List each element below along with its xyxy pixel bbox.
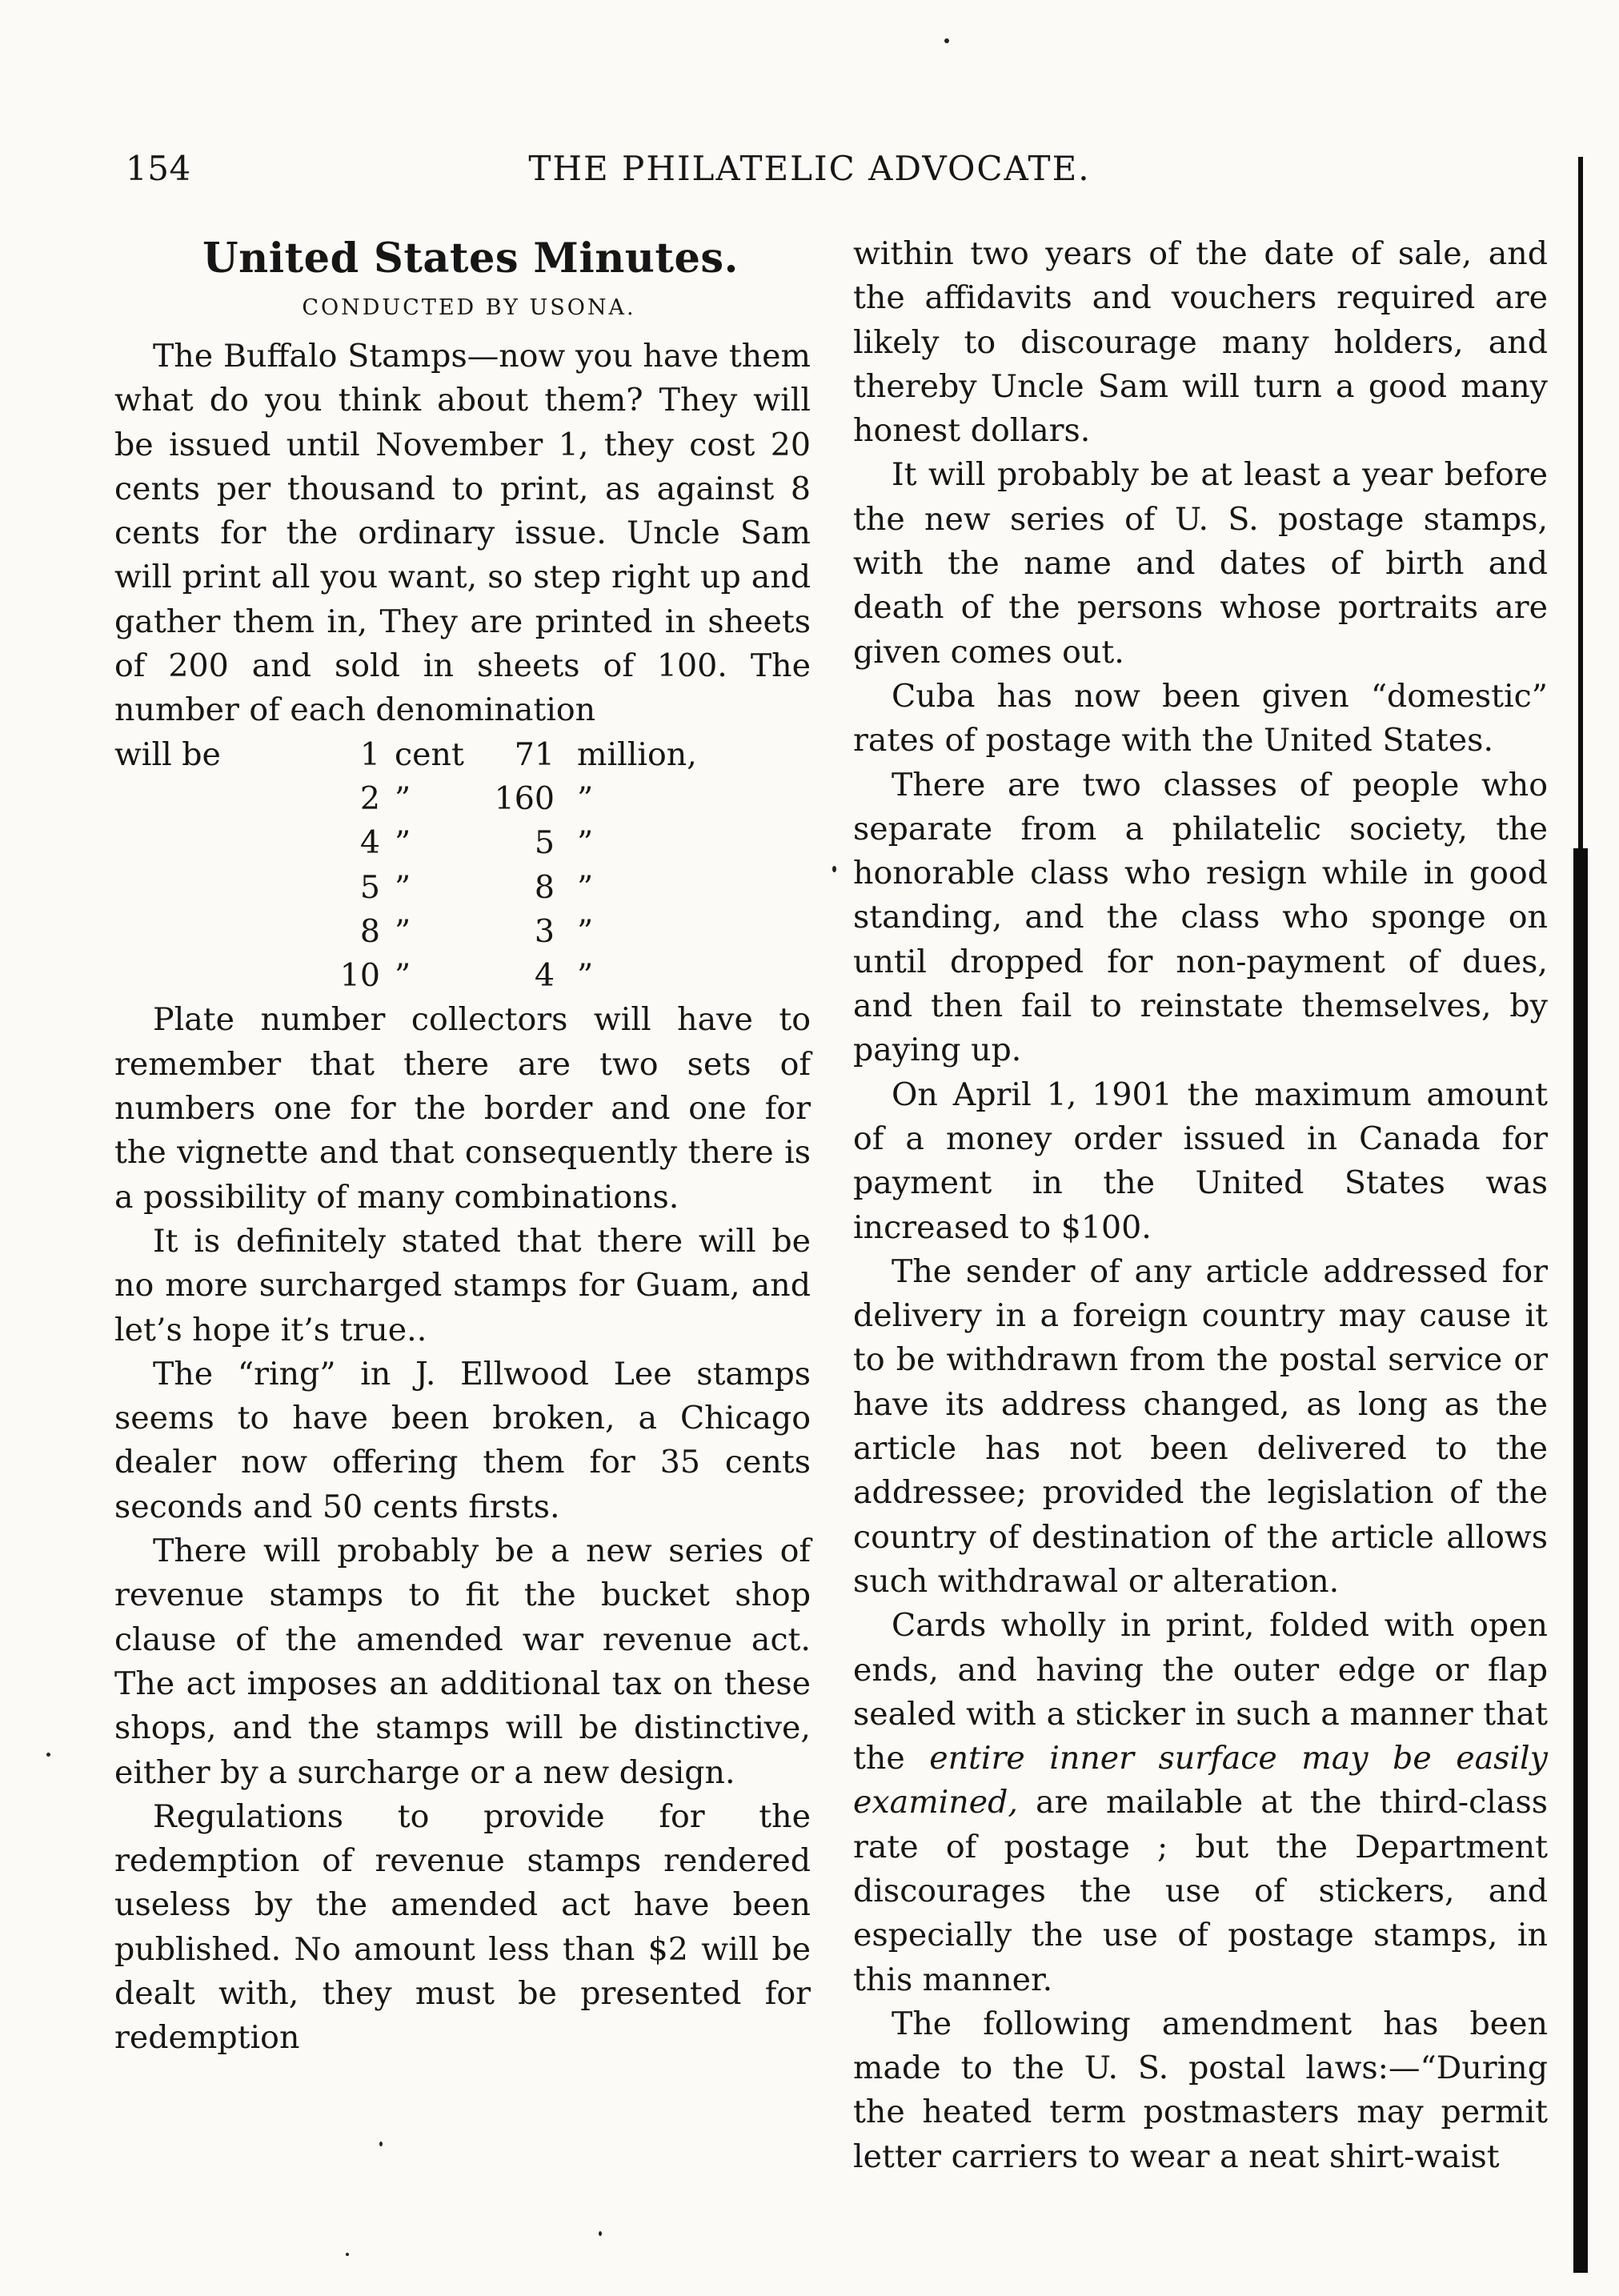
quantity-unit-cell: ”: [577, 912, 594, 950]
paragraph-lee-stamps: The “ring” in J. Ellwood Lee stamps seems to have been broken, a Chicago dealer now offering them for 35 cents seconds and 50 cents firsts.: [114, 1355, 811, 1525]
cards-text-italic: entire inner surface may be easily examined,: [853, 1740, 1549, 1821]
table-lead-text: [114, 910, 300, 954]
table-row: [114, 733, 697, 777]
table-lead-text: [114, 866, 300, 910]
quantity-cell: 4: [534, 957, 555, 995]
left-column: [114, 232, 811, 2061]
quantity-unit-cell: ”: [577, 868, 594, 906]
denomination-cell: 10: [339, 957, 380, 995]
denomination-unit-cell: ”: [395, 957, 411, 995]
table-row: [114, 954, 697, 998]
table-row: [114, 777, 697, 821]
denomination-unit-cell: ”: [395, 824, 411, 862]
quantity-cell: 8: [534, 868, 555, 906]
quantity-cell: 71: [514, 735, 555, 773]
table-row: [114, 910, 697, 954]
page-number: 154: [126, 149, 191, 188]
scan-speck: [599, 2231, 602, 2236]
scan-speck: [832, 866, 836, 872]
paragraph-new-series: It will probably be at least a year before the new series of U. S. postage stamps, with the name and dates of birth and death of the persons whose portraits are given comes out.: [853, 456, 1548, 671]
table-row: [114, 866, 697, 910]
denomination-unit-cell: ”: [395, 779, 411, 817]
scan-speck: [346, 2253, 349, 2256]
denomination-unit-cell: ”: [395, 912, 411, 950]
denomination-cell: 2: [359, 779, 380, 817]
denomination-cell: 8: [359, 912, 380, 950]
scan-speck: [944, 38, 949, 43]
table-row: [114, 821, 697, 865]
quantity-unit-cell: ”: [577, 824, 594, 862]
denomination-cell: 1: [359, 735, 380, 773]
paragraph-revenue-series: There will probably be a new series of revenue stamps to fit the bucket shop clause of the amended war revenue act. The act imposes an additional tax on these shops, and the stamps will be distinctive, either by a surcharge or a new design.: [114, 1533, 811, 1791]
running-title: THE PHILATELIC ADVOCATE.: [528, 149, 1091, 188]
paragraph-buffalo-stamps: The Buffalo Stamps—now you have them what do you think about them? They will be issued until November 1, they cost 20 cents per thousand to print, as against 8 cents for the ordinary issue. Uncle Sam will print all you want, so step right up and gather them in, They are printed in sheets of 200 and sold in sheets of 100. The number of each denomination: [114, 338, 811, 729]
right-column: [853, 232, 1548, 2179]
cards-text-a: Cards wholly in print, folded with open ends, and having the outer edge or flap sealed with a sticker in such a manner that the: [853, 1607, 1548, 1777]
table-lead-text: will be: [114, 735, 221, 773]
quantity-cell: 5: [534, 824, 555, 862]
quantity-unit-cell: million,: [577, 735, 697, 773]
paragraph-money-order: On April 1, 1901 the maximum amount of a money order issued in Canada for payment in the United States was increased to $100.: [853, 1076, 1548, 1246]
article-title: United States Minutes.: [202, 234, 739, 282]
page-header: [0, 149, 1619, 197]
denomination-unit-cell: cent: [395, 735, 464, 773]
right-margin-shadow: [1573, 848, 1588, 2273]
paragraph-society: There are two classes of people who separate from a philatelic society, the honorable class who resign while in good standing, and the class who sponge on until dropped for non-payment of dues, and then fail to reinstate themselves, by paying up.: [853, 766, 1548, 1069]
paragraph-guam: It is definitely stated that there will be no more surcharged stamps for Guam, and let’s hope it’s true..: [114, 1222, 811, 1348]
denomination-unit-cell: ”: [395, 868, 411, 906]
scan-speck: [379, 2142, 383, 2146]
quantity-unit-cell: ”: [577, 957, 594, 995]
paragraph-plate-numbers: Plate number collectors will have to remember that there are two sets of numbers one for the border and one for the vignette and that consequently there is a possibility of many combinations.: [114, 1001, 811, 1216]
quantity-unit-cell: ”: [577, 779, 594, 817]
paragraph-cuba: Cuba has now been given “domestic” rates of postage with the United States.: [853, 677, 1548, 759]
denomination-quantity-table: [114, 733, 697, 999]
quantity-cell: 160: [494, 779, 555, 817]
paragraph-amendment: The following amendment has been made to the U. S. postal laws:—“During the heated term postmasters may permit letter carriers to wear a neat shirt-waist: [853, 2005, 1548, 2175]
scan-speck: [46, 1753, 50, 1757]
table-lead-text: [114, 954, 300, 998]
paragraph-redemption-cont: within two years of the date of sale, and the affidavits and vouchers required are likely to discourage many holders, and thereby Uncle Sam will turn a good many honest dollars.: [853, 235, 1548, 450]
article-byline: CONDUCTED BY USONA.: [302, 295, 636, 320]
table-lead-text: [114, 821, 300, 865]
denomination-cell: 4: [359, 824, 380, 862]
paragraph-redemption: Regulations to provide for the redemption of revenue stamps rendered useless by the amended act have been published. No amount less than $2 will be dealt with, they must be presented for redemption: [114, 1797, 811, 2057]
cards-text-b: are mailable at the third-class rate of postage ; but the Department discourages the use of stickers, and especially the use of postage stamps, in this manner.: [853, 1784, 1548, 1998]
paragraph-cards: [853, 1604, 1548, 2002]
table-lead-text: [114, 777, 300, 821]
denomination-cell: 5: [359, 868, 380, 906]
quantity-cell: 3: [534, 912, 555, 950]
paragraph-foreign-article: The sender of any article addressed for delivery in a foreign country may cause it to be withdrawn from the postal service or have its address changed, as long as the article has not been delivered to the addressee; provided the legislation of the country of destination of the article allows such withdrawal or alteration.: [853, 1252, 1548, 1600]
